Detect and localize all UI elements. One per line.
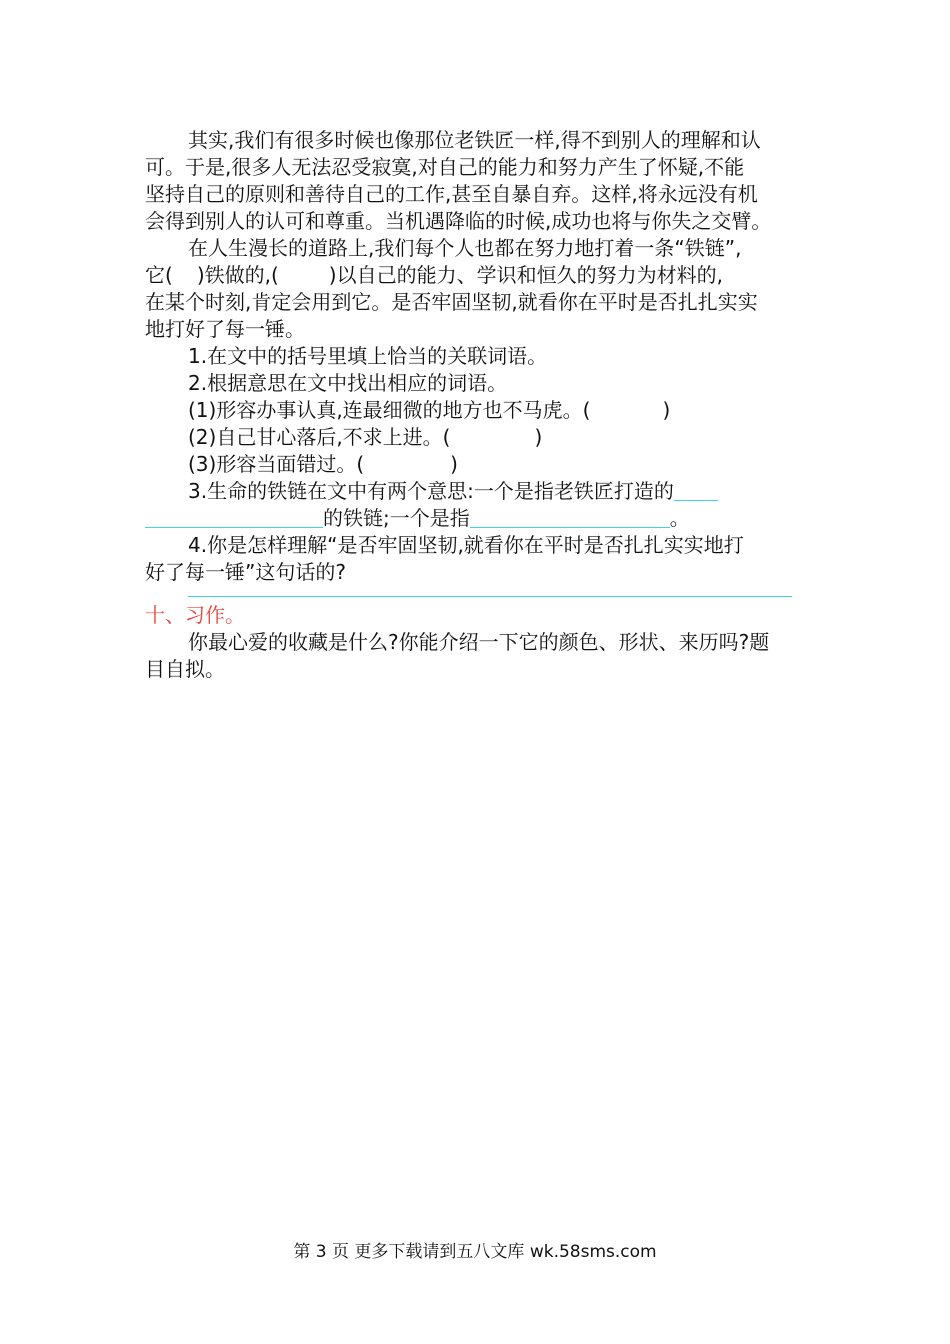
section-10-heading: 十、习作。	[145, 603, 245, 627]
page-footer: 第 3 页 更多下载请到五八文库 wk.58sms.com	[293, 1242, 657, 1262]
passage-p1-line3: 坚持自己的原则和善待自己的工作,甚至自暴自弃。这样,将永远没有机	[145, 182, 758, 206]
question-2: 2.根据意思在文中找出相应的词语。	[188, 371, 508, 395]
answer-line-3a-start[interactable]	[674, 480, 718, 501]
section-10-line2: 目自拟。	[145, 657, 225, 681]
answer-line-4[interactable]	[188, 596, 792, 597]
passage-p1-line1: 其实,我们有很多时候也像那位老铁匠一样,得不到别人的理解和认	[188, 128, 761, 152]
passage-p2-line3: 在某个时刻,肯定会用到它。是否牢固坚韧,就看你在平时是否扎扎实实	[145, 290, 758, 314]
question-2-2: (2)自己甘心落后,不求上进。( )	[188, 425, 543, 449]
passage-p2-text-c: )以自己的能力、学识和恒久的努力为材料的,	[328, 263, 723, 287]
passage-p2-line1: 在人生漫长的道路上,我们每个人也都在努力地打着一条“铁链”,	[188, 236, 742, 260]
question-2-1: (1)形容办事认真,连最细微的地方也不马虎。( )	[188, 398, 671, 422]
question-4-line2: 好了每一锤”这句话的?	[145, 560, 346, 584]
question-3-line2: 的铁链;一个是指 。	[145, 505, 845, 531]
question-2-3: (3)形容当面错过。( )	[188, 452, 458, 476]
passage-p1-line4: 会得到别人的认可和尊重。当机遇降临的时候,成功也将与你失之交臂。	[145, 209, 772, 233]
question-4-line1: 4.你是怎样理解“是否牢固坚韧,就看你在平时是否扎扎实实地打	[188, 533, 744, 557]
passage-p2-line2	[145, 262, 845, 288]
answer-line-3b[interactable]	[470, 507, 670, 528]
passage-p2-text-b: )铁做的,(	[196, 263, 279, 287]
answer-line-3a[interactable]	[145, 507, 323, 528]
passage-p1-line2: 可。于是,很多人无法忍受寂寞,对自己的能力和努力产生了怀疑,不能	[145, 155, 745, 179]
passage-p2-line4: 地打好了每一锤。	[145, 317, 305, 341]
question-1: 1.在文中的括号里填上恰当的关联词语。	[188, 344, 548, 368]
question-3-line1: 3.生命的铁链在文中有两个意思:一个是指老铁匠打造的	[188, 478, 888, 504]
passage-p2-text-a: 它(	[145, 263, 173, 287]
section-10-line1: 你最心爱的收藏是什么?你能介绍一下它的颜色、形状、来历吗?题	[188, 630, 770, 654]
